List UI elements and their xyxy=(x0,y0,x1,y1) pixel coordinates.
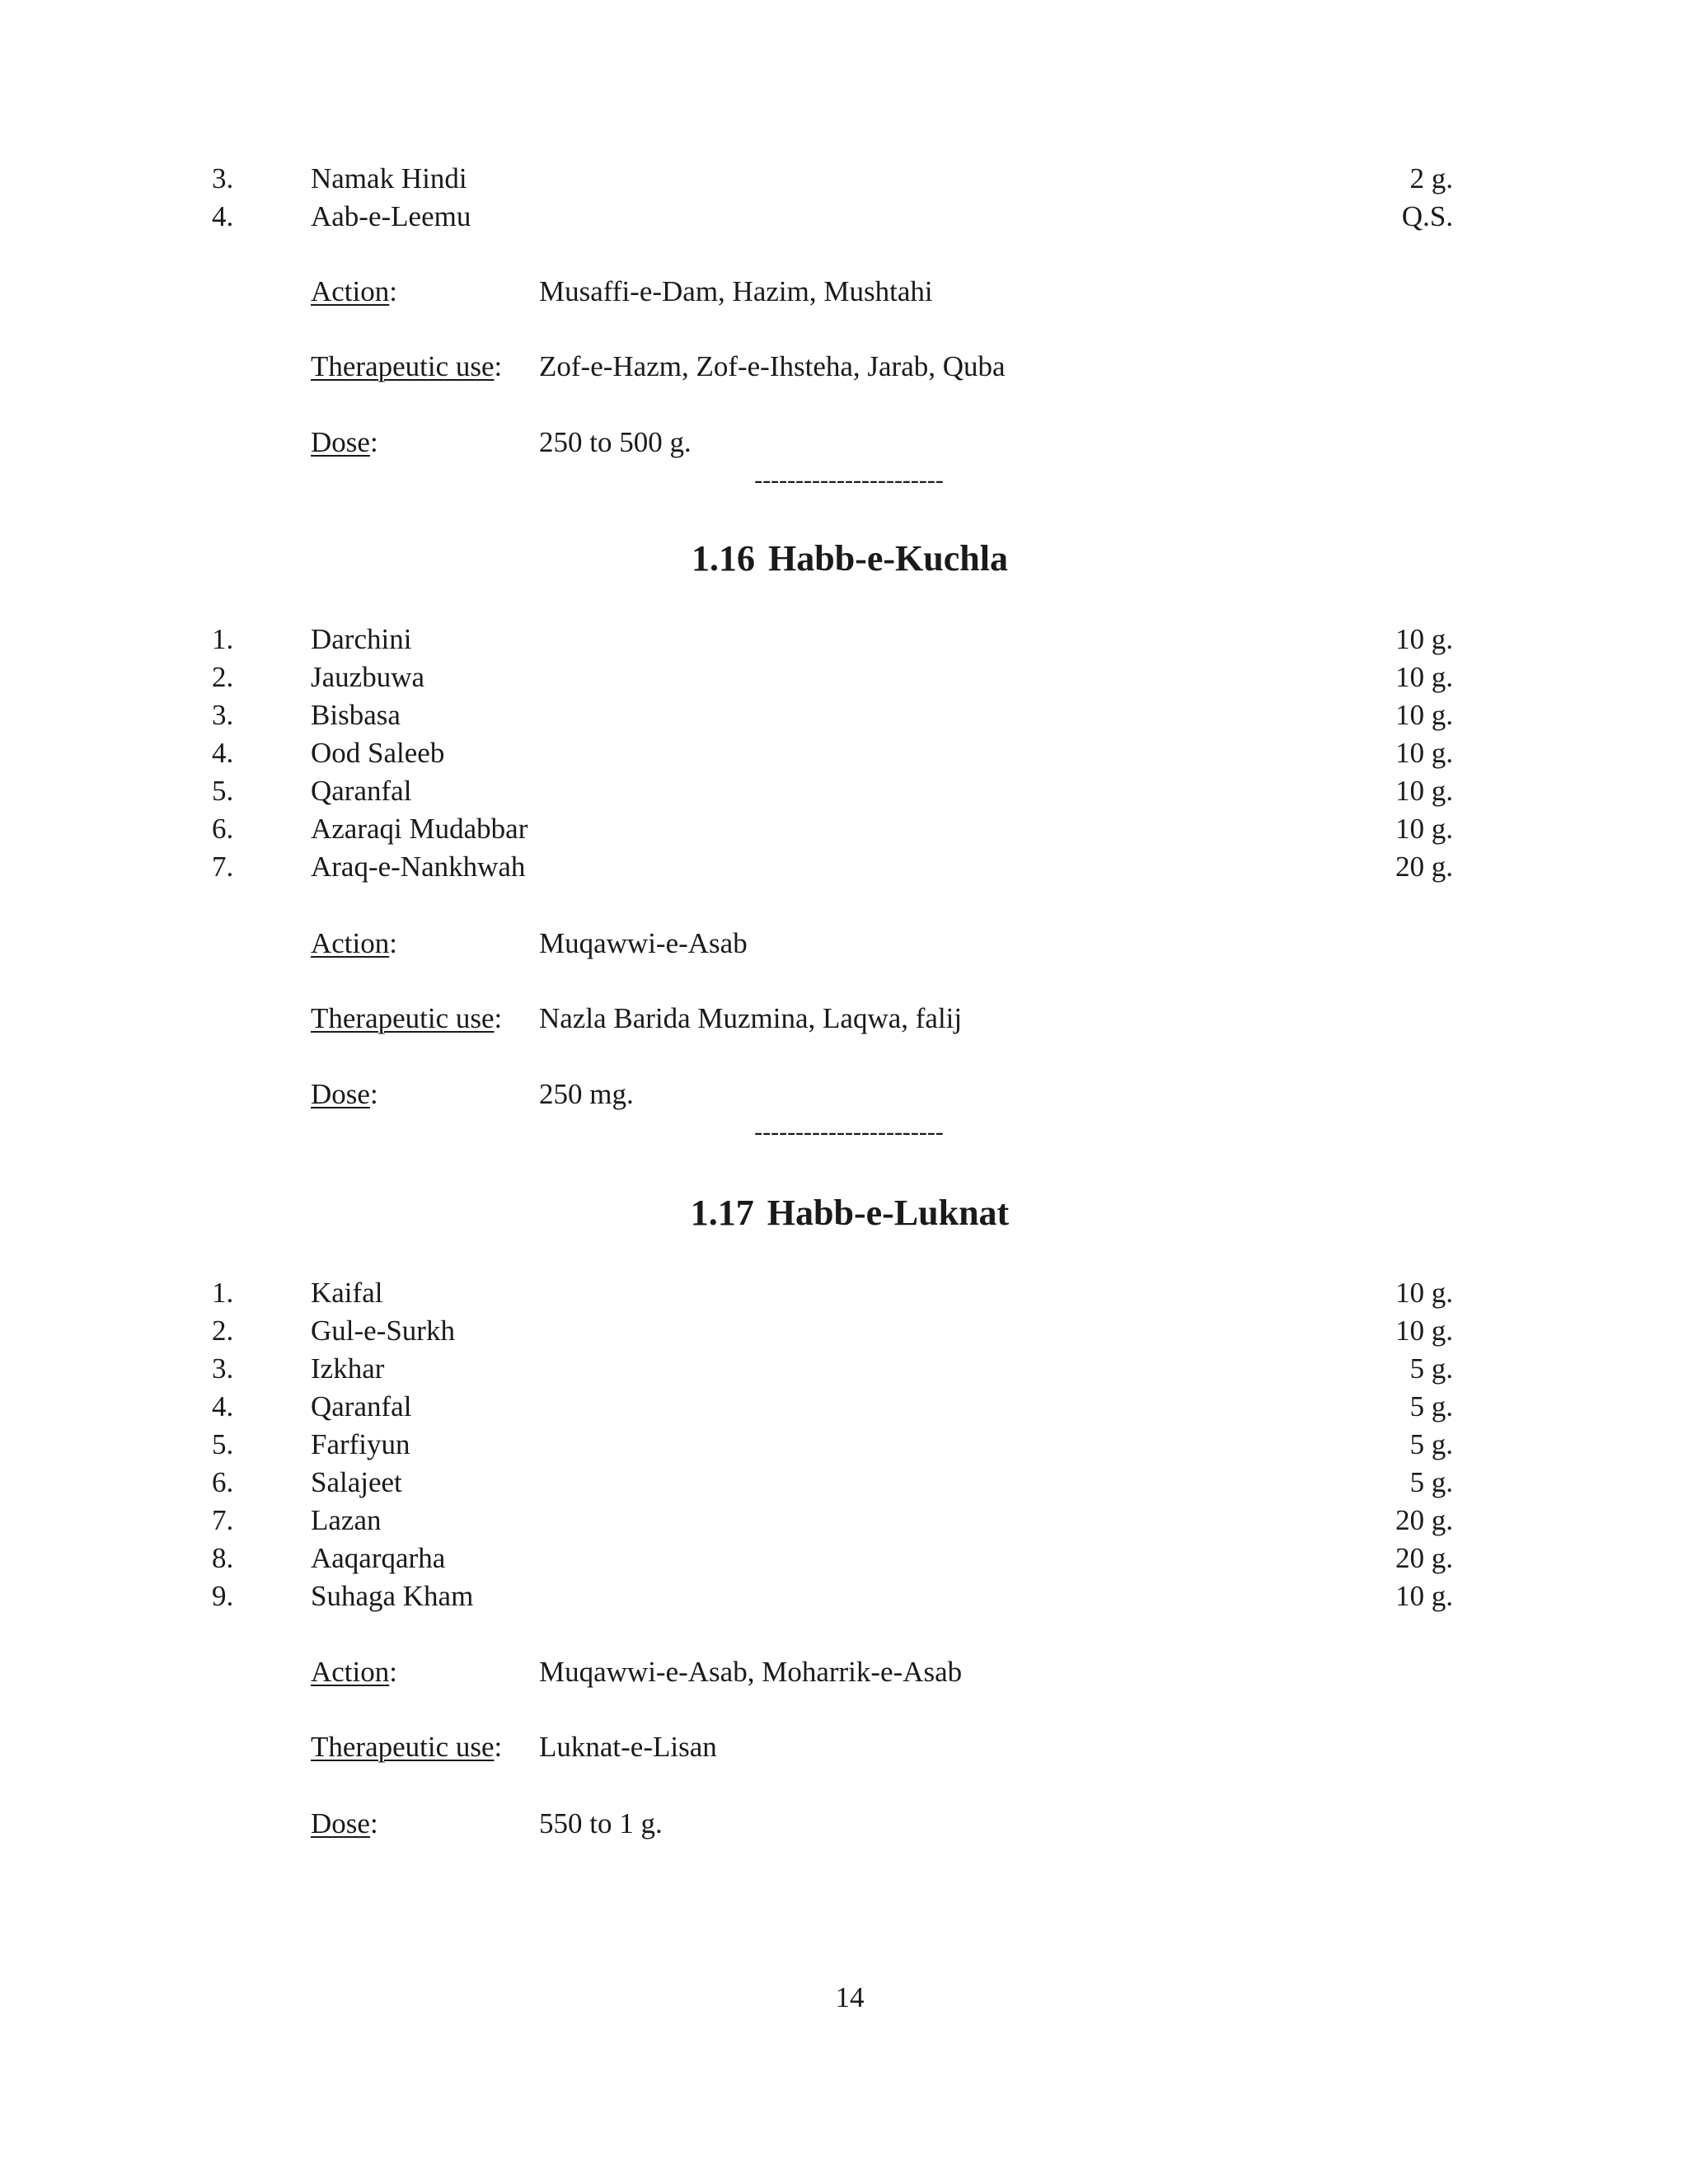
ingredient-quantity: 2 g. xyxy=(1409,162,1453,194)
ingredient-row xyxy=(0,1502,1688,1540)
ingredient-name: Darchini xyxy=(311,623,412,655)
ingredient-number: 2. xyxy=(212,661,234,693)
dose-row xyxy=(0,1076,1688,1113)
ingredient-quantity: 10 g. xyxy=(1395,623,1453,655)
ingredient-number: 1. xyxy=(212,1277,234,1309)
section-divider: ----------------------- xyxy=(754,1118,944,1146)
ingredient-quantity: 20 g. xyxy=(1395,1542,1453,1574)
ingredient-name: Aab-e-Leemu xyxy=(311,200,471,232)
action-value: Muqawwi-e-Asab xyxy=(539,927,748,959)
section-number: 1.17 xyxy=(690,1193,754,1233)
ingredient-row xyxy=(0,1577,1688,1615)
therapeutic-use-value: Zof-e-Hazm, Zof-e-Ihsteha, Jarab, Quba xyxy=(539,350,1006,382)
therapeutic-use-label: Therapeutic use: xyxy=(311,1002,503,1034)
therapeutic-use-label: Therapeutic use: xyxy=(311,1731,503,1763)
section-heading xyxy=(0,534,1688,583)
ingredient-name: Izkhar xyxy=(311,1352,385,1385)
ingredient-row xyxy=(0,848,1688,886)
ingredient-quantity: 5 g. xyxy=(1409,1352,1453,1385)
ingredient-row xyxy=(0,772,1688,810)
action-label: Action: xyxy=(311,275,397,307)
ingredient-name: Jauzbuwa xyxy=(311,661,425,693)
ingredient-row xyxy=(0,696,1688,734)
ingredient-number: 4. xyxy=(212,200,234,232)
ingredient-number: 7. xyxy=(212,1504,234,1536)
therapeutic-use-label: Therapeutic use: xyxy=(311,350,503,382)
ingredient-quantity: 10 g. xyxy=(1395,1580,1453,1612)
ingredient-name: Namak Hindi xyxy=(311,162,467,194)
therapeutic-use-value: Luknat-e-Lisan xyxy=(539,1731,717,1763)
ingredient-quantity: 10 g. xyxy=(1395,699,1453,731)
ingredient-number: 3. xyxy=(212,699,234,731)
ingredient-row xyxy=(0,658,1688,696)
dose-row xyxy=(0,424,1688,462)
dose-label: Dose: xyxy=(311,1078,378,1110)
ingredient-quantity: 5 g. xyxy=(1409,1466,1453,1498)
ingredient-row xyxy=(0,621,1688,658)
ingredient-quantity: 10 g. xyxy=(1395,661,1453,693)
page-number: 14 xyxy=(835,1981,865,2013)
ingredient-number: 8. xyxy=(212,1542,234,1574)
ingredient-number: 6. xyxy=(212,1466,234,1498)
ingredient-row xyxy=(0,1464,1688,1502)
therapeutic-use-row xyxy=(0,1000,1688,1038)
ingredient-row xyxy=(0,1388,1688,1426)
ingredient-row xyxy=(0,810,1688,848)
ingredient-number: 2. xyxy=(212,1315,234,1347)
ingredient-number: 9. xyxy=(212,1580,234,1612)
ingredient-name: Farfiyun xyxy=(311,1428,410,1460)
ingredient-row xyxy=(0,1274,1688,1312)
ingredient-number: 6. xyxy=(212,813,234,845)
ingredient-name: Qaranfal xyxy=(311,775,412,807)
section-heading xyxy=(0,1188,1688,1238)
therapeutic-use-value: Nazla Barida Muzmina, Laqwa, falij xyxy=(539,1002,963,1034)
action-row xyxy=(0,925,1688,963)
section-title: Habb-e-Kuchla xyxy=(768,538,1008,579)
ingredient-name: Ood Saleeb xyxy=(311,737,445,769)
ingredient-quantity: 10 g. xyxy=(1395,775,1453,807)
ingredient-number: 3. xyxy=(212,1352,234,1385)
ingredient-number: 5. xyxy=(212,775,234,807)
ingredient-quantity: 20 g. xyxy=(1395,851,1453,883)
action-row xyxy=(0,1653,1688,1691)
dose-label: Dose: xyxy=(311,426,378,458)
ingredient-quantity: 5 g. xyxy=(1409,1428,1453,1460)
section-divider: ----------------------- xyxy=(754,466,944,494)
ingredient-number: 3. xyxy=(212,162,234,194)
ingredient-name: Gul-e-Surkh xyxy=(311,1315,455,1347)
ingredient-row xyxy=(0,1312,1688,1350)
ingredient-name: Kaifal xyxy=(311,1277,383,1309)
ingredient-name: Aaqarqarha xyxy=(311,1542,446,1574)
action-row xyxy=(0,273,1688,311)
ingredient-quantity: 10 g. xyxy=(1395,813,1453,845)
ingredient-quantity: Q.S. xyxy=(1401,200,1453,232)
ingredient-row xyxy=(0,1540,1688,1577)
ingredient-row xyxy=(0,734,1688,772)
ingredient-name: Araq-e-Nankhwah xyxy=(311,851,526,883)
action-label: Action: xyxy=(311,927,397,959)
ingredient-number: 1. xyxy=(212,623,234,655)
action-value: Musaffi-e-Dam, Hazim, Mushtahi xyxy=(539,275,933,307)
ingredient-row xyxy=(0,198,1688,236)
ingredient-quantity: 10 g. xyxy=(1395,737,1453,769)
dose-value: 250 mg. xyxy=(539,1078,634,1110)
dose-value: 550 to 1 g. xyxy=(539,1807,663,1840)
ingredient-name: Suhaga Kham xyxy=(311,1580,474,1612)
ingredient-number: 7. xyxy=(212,851,234,883)
ingredient-quantity: 5 g. xyxy=(1409,1390,1453,1422)
ingredient-number: 4. xyxy=(212,737,234,769)
action-value: Muqawwi-e-Asab, Moharrik-e-Asab xyxy=(539,1656,963,1688)
dose-value: 250 to 500 g. xyxy=(539,426,692,458)
ingredient-row xyxy=(0,1350,1688,1388)
action-label: Action: xyxy=(311,1656,397,1688)
ingredient-name: Salajeet xyxy=(311,1466,402,1498)
dose-label: Dose: xyxy=(311,1807,378,1840)
ingredient-number: 5. xyxy=(212,1428,234,1460)
section-title: Habb-e-Luknat xyxy=(767,1193,1010,1233)
ingredient-name: Bisbasa xyxy=(311,699,401,731)
therapeutic-use-row xyxy=(0,348,1688,386)
ingredient-name: Lazan xyxy=(311,1504,382,1536)
section-number: 1.16 xyxy=(692,538,756,579)
ingredient-quantity: 10 g. xyxy=(1395,1315,1453,1347)
ingredient-name: Azaraqi Mudabbar xyxy=(311,813,528,845)
ingredient-name: Qaranfal xyxy=(311,1390,412,1422)
ingredient-row xyxy=(0,160,1688,198)
ingredient-number: 4. xyxy=(212,1390,234,1422)
therapeutic-use-row xyxy=(0,1728,1688,1766)
ingredient-quantity: 20 g. xyxy=(1395,1504,1453,1536)
ingredient-quantity: 10 g. xyxy=(1395,1277,1453,1309)
ingredient-row xyxy=(0,1426,1688,1464)
dose-row xyxy=(0,1805,1688,1843)
